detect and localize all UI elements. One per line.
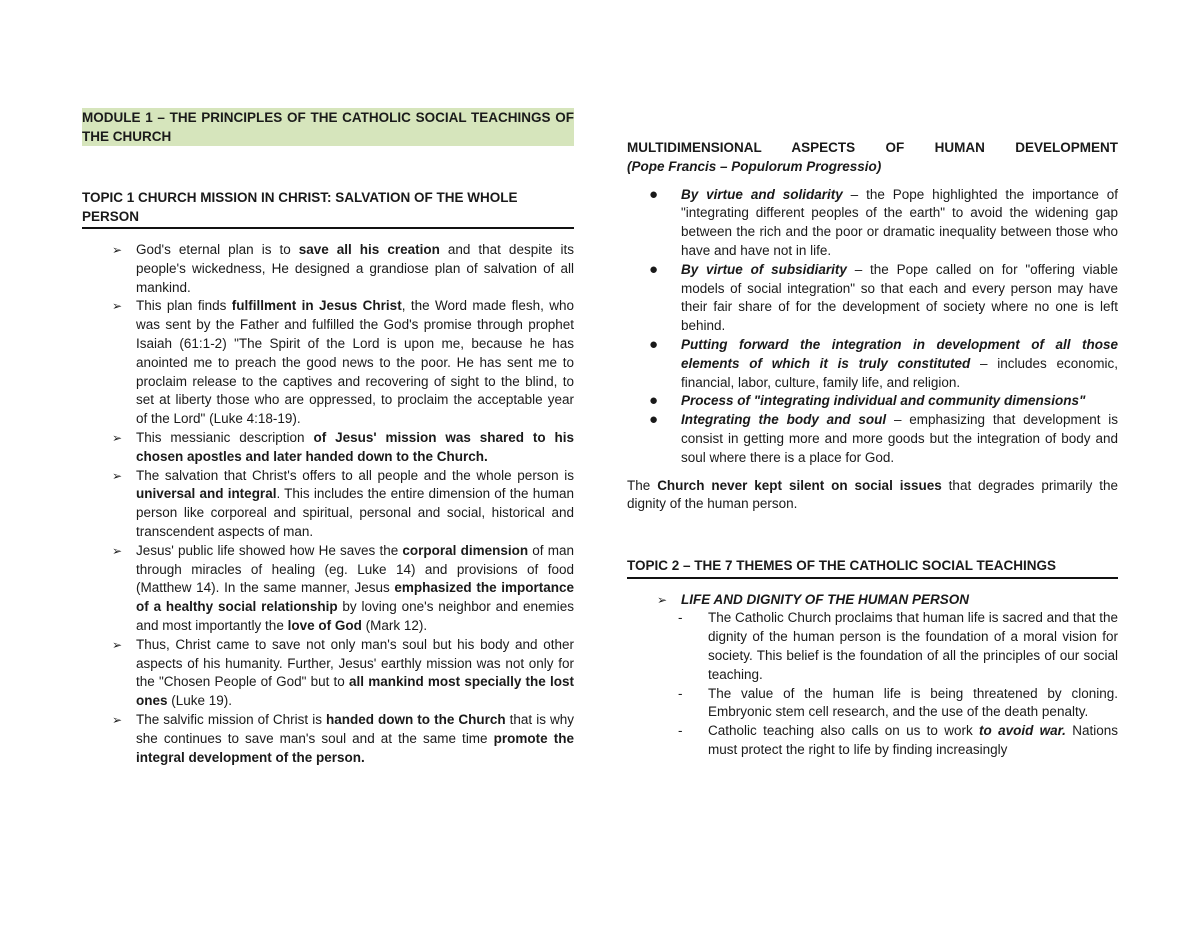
list-item: ➢ God's eternal plan is to save all his creation and that despite its people's wickedness, He designed a grandiose plan of salvation of all mankind. (112, 242, 574, 295)
dot-bullet-icon: ● (649, 185, 659, 203)
list-item: ➢ The salvific mission of Christ is handed down to the Church that is why she continues to save man's soul and at the same time promote the integral development of the person. (112, 711, 574, 765)
list-item: - The Catholic Church proclaims that human life is sacred and that the dignity of the human person is the foundation of a moral vision for society. This belief is the foundation of all the principles of our social teaching. (678, 610, 1118, 682)
aspects-title: MULTIDIMENSIONAL ASPECTS OF HUMAN DEVELOPMENT (627, 140, 1118, 155)
list-item: ● By virtue of subsidiarity – the Pope called on for "offering viable models of social integration" so that each and every person may have their fair share of for the development of society where no one is left behind. (649, 260, 1119, 334)
aspects-subtitle: (Pope Francis – Populorum Progressio) (627, 158, 882, 174)
dot-bullet-icon: ● (649, 392, 659, 410)
arrow-bullet-icon: ➢ (112, 243, 123, 257)
church-statement: The Church never kept silent on social issues that degrades primarily the dignity of the human person. (627, 477, 1119, 512)
list-item: ➢ Jesus' public life showed how He saves the corporal dimension of man through miracles of healing (eg. Luke 14) and provisions of food (Matthew 14). In the same manner, Jesus emphasized the importance of a healthy social relationship by loving one's neighbor and enemies and most importantly the love of God (Mark 12). (112, 542, 574, 633)
dash-bullet: - (678, 685, 683, 701)
list-item: ● Putting forward the integration in development of all those elements of which it is truly constituted – includes economic, financial, labor, culture, family life, and religion. (649, 335, 1118, 390)
topic1-list (82, 241, 574, 767)
list-item: - Catholic teaching also calls on us to work to avoid war. Nations must protect the right to life by finding increasingly (678, 723, 1118, 758)
arrow-bullet-icon: ➢ (657, 592, 668, 607)
list-item: ● Integrating the body and soul – emphasizing that development is consist in getting more and more goods but the integration of body and soul where there is a place for God. (649, 411, 1119, 465)
list-item: ➢ This plan finds fulfillment in Jesus Christ, the Word made flesh, who was sent by the Father and fulfilled the God's promise through prophet Isaiah (61:1-2) "The Spirit of the Lord is upon me, because he has anointed me to preach the good news to the poor. He has sent me to proclaim release to the captives and recovering of sight to the blind, to set at liberty those who are oppressed, to proclaim the acceptable year of the Lord" (Luke 4:18-19). (112, 298, 575, 427)
dot-bullet-icon: ● (649, 260, 659, 278)
list-item: ➢ This messianic description of Jesus' mission was shared to his chosen apostles and later handed down to the Church. (112, 429, 574, 464)
right-column (627, 139, 1118, 760)
arrow-bullet-icon: ➢ (112, 543, 123, 558)
left-column (82, 108, 574, 767)
arrow-bullet-icon: ➢ (112, 430, 123, 445)
topic1-title: TOPIC 1 CHURCH MISSION IN CHRIST: SALVATION OF THE WHOLE PERSON (82, 189, 574, 229)
list-item (627, 591, 1118, 610)
dash-bullet: - (678, 610, 683, 626)
topic2-title: TOPIC 2 – THE 7 THEMES OF THE CATHOLIC SOCIAL TEACHINGS (627, 557, 1118, 579)
list-item: - The value of the human life is being threatened by cloning. Embryonic stem cell research, and the use of the death penalty. (678, 685, 1118, 720)
list-item: ➢ Thus, Christ came to save not only man's soul but his body and other aspects of his humanity. Further, Jesus' earthly mission was not only for the "Chosen People of God" but to all mankind most specially the lost ones (Luke 19). (112, 636, 574, 709)
arrow-bullet-icon: ➢ (112, 299, 123, 314)
arrow-bullet-icon: ➢ (112, 712, 123, 727)
themes-list (627, 591, 1118, 610)
list-item: ● By virtue and solidarity – the Pope highlighted the importance of "integrating different peoples of the earth" to avoid the widening gap between the rich and the poor or dramatic inequality between those who have and have not in life. (649, 185, 1119, 258)
dot-bullet-icon: ● (649, 335, 659, 353)
module-title: MODULE 1 – THE PRINCIPLES OF THE CATHOLIC SOCIAL TEACHINGS OF THE CHURCH (82, 108, 574, 146)
list-item: ● Process of "integrating individual and community dimensions" (649, 392, 1086, 410)
arrow-bullet-icon: ➢ (112, 637, 123, 652)
dot-bullet-icon: ● (649, 411, 659, 429)
arrow-bullet-icon: ➢ (112, 468, 123, 483)
theme1-dash-list (627, 609, 1118, 759)
dash-bullet: - (678, 723, 683, 739)
aspects-list (627, 186, 1118, 468)
theme-heading: LIFE AND DIGNITY OF THE HUMAN PERSON (681, 591, 970, 607)
list-item: ➢ The salvation that Christ's offers to all people and the whole person is universal and integral. This includes the entire dimension of the human person like corporeal and spiritual, personal and social, historical and transcendent aspects of man. (112, 467, 574, 539)
